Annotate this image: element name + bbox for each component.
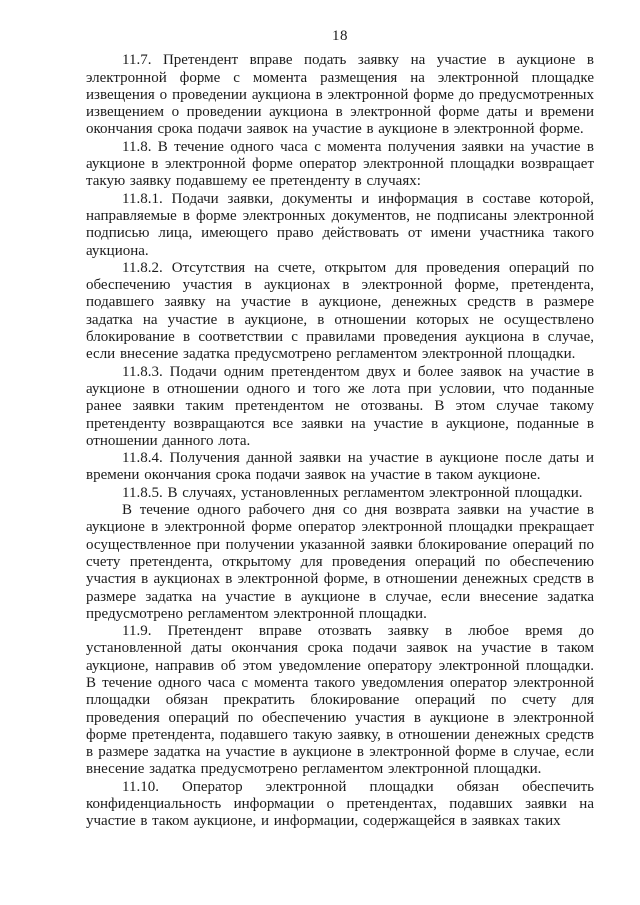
paragraph-11-10: 11.10. Оператор электронной площадки обязан обеспечить конфиденциальность информации о претендентах, подавших заявки на участие в таком аукционе, и информации, содержащейся в заявках таких: [86, 778, 594, 830]
paragraph-11-9: 11.9. Претендент вправе отозвать заявку в любое время до установленной даты окончания срока подачи заявок на участие в таком аукционе, направив об этом уведомление оператору электронной площадки. В течение одного часа с момента такого уведомления оператор электронной площадки обязан прекратить блокирование операций по счету для проведения операций по обеспечению участия в аукционе в электронной форме претендента, подавшего такую заявку, в отношении денежных средств в размере задатка на участие в аукционе в электронной форме в случае, если внесение задатка предусмотрено регламентом электронной площадки.: [86, 623, 594, 778]
paragraph-return-deposit: В течение одного рабочего дня со дня возврата заявки на участие в аукционе в электронной форме оператор электронной площадки прекращает осуществленное при получении указанной заявки блокирование операций по счету претендента, открытому для проведения операций по обеспечению участия в аукционах в электронной форме, в отношении денежных средств в размере задатка на участие в аукционе в случае, если внесение задатка предусмотрено регламентом электронной площадки.: [86, 502, 594, 622]
paragraph-11-8-3: 11.8.3. Подачи одним претендентом двух и более заявок на участие в аукционе в отношении одного и того же лота при условии, что поданные ранее заявки таким претендентом не отозваны. В этом случае такому претенденту возвращаются все заявки на участие в аукционе, поданные в отношении данного лота.: [86, 363, 594, 449]
paragraph-11-8-4: 11.8.4. Получения данной заявки на участие в аукционе после даты и времени окончания срока подачи заявок на участие в таком аукционе.: [86, 450, 594, 484]
page-number: 18: [332, 28, 348, 44]
document-content: [86, 52, 594, 830]
paragraph-11-8-2: 11.8.2. Отсутствия на счете, открытом для проведения операций по обеспечению участия в аукционах в электронной форме, претендента, подавшего заявку на участие в аукционе, денежных средств в размере задатка на участие в аукционе, в отношении которых не осуществлено блокирование в соответствии с правилами проведения аукциона в случае, если внесение задатка предусмотрено регламентом электронной площадки.: [86, 259, 594, 363]
paragraph-11-8-1: 11.8.1. Подачи заявки, документы и информация в составе которой, направляемые в форме электронных документов, не подписаны электронной подписью лица, имеющего право действовать от имени участника такого аукциона.: [86, 190, 594, 259]
paragraph-11-8-5: 11.8.5. В случаях, установленных регламентом электронной площадки.: [122, 484, 583, 501]
paragraph-11-8: 11.8. В течение одного часа с момента получения заявки на участие в аукционе в электронной форме оператор электронной площадки возвращает такую заявку подавшему ее претенденту в случаях:: [86, 138, 594, 190]
paragraph-11-7: 11.7. Претендент вправе подать заявку на участие в аукционе в электронной форме с момента размещения на электронной площадке извещения о проведении аукциона в электронной форме до предусмотренных извещением о проведении аукциона в электронной форме даты и времени окончания срока подачи заявок на участие в аукционе в электронной форме.: [86, 52, 594, 138]
